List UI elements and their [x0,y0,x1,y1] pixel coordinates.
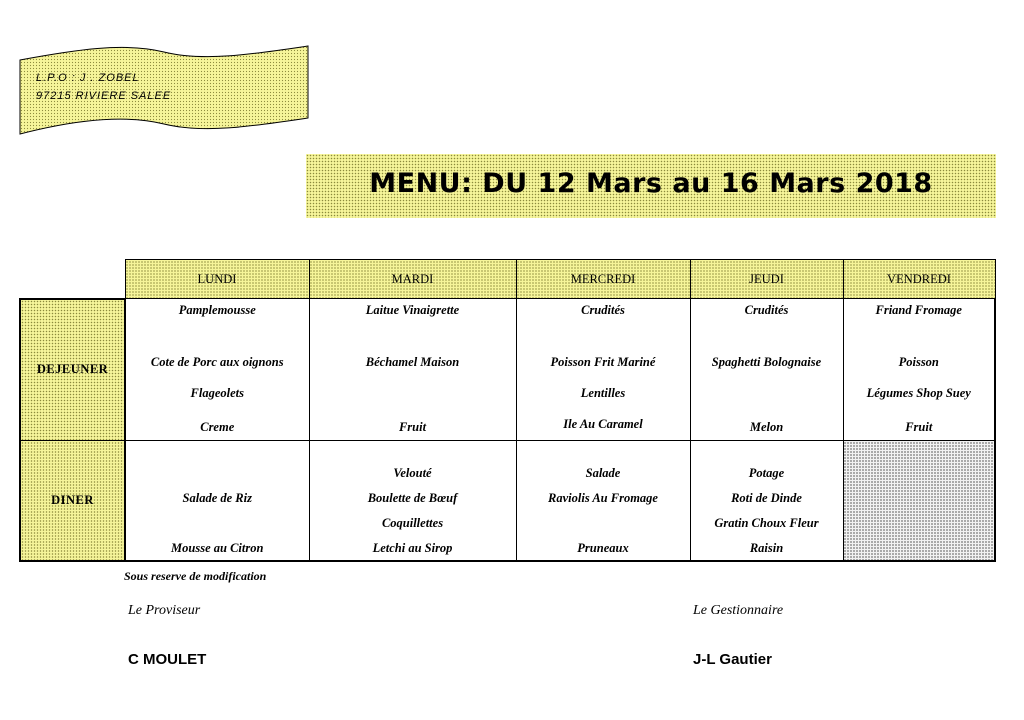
dish: Poisson [898,355,939,369]
dish: Légumes Shop Suey [866,386,971,400]
meal-row-dejeuner [20,299,995,441]
meal-row-diner [20,441,995,562]
menu-cell [125,299,309,441]
day-header-lundi: LUNDI [125,260,309,299]
gestionnaire-title: Le Gestionnaire [693,603,784,618]
dish: Cote de Porc aux oignons [150,355,284,369]
dish: Salade [585,466,621,480]
dish: Raviolis Au Fromage [548,491,658,505]
menu-title: MENU: DU 12 Mars au 16 Mars 2018 [369,168,933,199]
dish: Letchi au Sirop [372,541,453,555]
dish: Crudités [744,303,789,317]
dish: Ile Au Caramel [563,417,643,431]
day-header-row [20,260,995,299]
modification-note: Sous reserve de modification [124,569,267,583]
dish: Potage [748,466,785,480]
menu-cell [690,441,843,562]
proviseur-title: Le Proviseur [128,603,201,618]
proviseur-name: C MOULET [128,651,207,668]
school-banner [14,40,314,150]
dish: Béchamel Maison [365,355,460,369]
dish: Salade de Riz [182,491,252,505]
menu-table [19,259,996,562]
dish: Spaghetti Bolognaise [711,355,822,369]
corner-cell [20,260,125,299]
dish: Raisin [749,541,784,555]
menu-title-box [306,154,996,218]
dish: Pamplemousse [178,303,256,317]
dish: Pruneaux [577,541,629,555]
dish: Lentilles [580,386,626,400]
menu-cell [843,299,995,441]
menu-cell [516,299,690,441]
school-name: L.P.O : J . ZOBEL [36,72,140,84]
menu-cell [309,299,516,441]
dish: Creme [200,420,235,434]
menu-cell [690,299,843,441]
day-header-mercredi: MERCREDI [516,260,690,299]
dish: Gratin Choux Fleur [714,516,819,530]
day-header-jeudi: JEUDI [690,260,843,299]
dish: Laitue Vinaigrette [365,303,460,317]
dish: Fruit [398,420,427,434]
dish: Friand Fromage [875,303,962,317]
dish: Boulette de Bœuf [367,491,458,505]
dish: Fruit [905,420,933,434]
dish: Mousse au Citron [171,541,264,555]
empty-menu-cell [843,441,995,562]
menu-cell [125,441,309,562]
gestionnaire-name: J-L Gautier [693,651,772,668]
dish: Coquillettes [381,516,444,530]
meal-label-dejeuner: DEJEUNER [20,299,125,441]
dish: Flageolets [190,386,244,400]
day-header-mardi: MARDI [309,260,516,299]
meal-label-diner: DINER [20,441,125,562]
dish: Poisson Frit Mariné [550,355,656,369]
school-address: 97215 RIVIERE SALEE [36,90,172,102]
dish: Velouté [393,466,432,480]
day-header-vendredi: VENDREDI [843,260,995,299]
dish: Roti de Dinde [731,491,802,505]
menu-cell [309,441,516,562]
menu-cell [516,441,690,562]
dish: Melon [749,420,784,434]
dish: Crudités [581,303,625,317]
